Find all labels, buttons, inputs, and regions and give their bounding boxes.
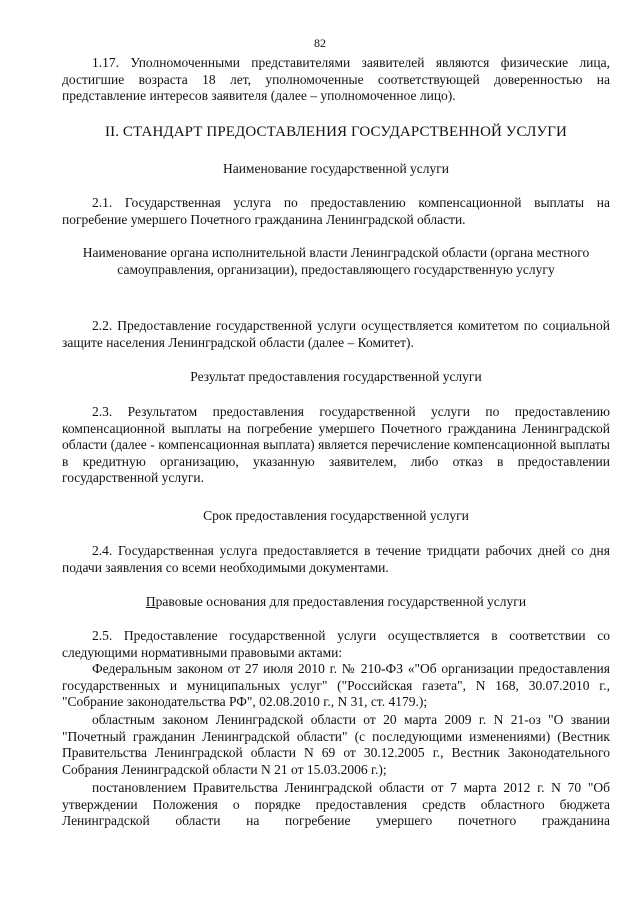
heading-service-name: Наименование государственной услуги	[222, 161, 450, 176]
paragraph-1-17: 1.17. Уполномоченными представителями заявителей являются физические лица, достигшие возраста 18 лет, уполномоченные соответствующей доверенностью на представление интересов заявителя (далее – уполномоченное лицо).	[62, 55, 610, 103]
law-federal-210: Федеральным законом от 27 июля 2010 г. № 210-ФЗ «"Об организации предоставления государственных и муниципальных услуг" ("Российская газета", N 168, 30.07.2010 г., "Собрание законодательства РФ", 02.08.2010 г., N 31, ст. 4179.);	[62, 661, 610, 709]
heading-result: Результат предоставления государственной услуги	[190, 369, 482, 384]
paragraph-2-5: 2.5. Предоставление государственной услуги осуществляется в соответствии со следующими нормативными правовыми актами:	[62, 628, 610, 660]
heading-legal-basis-rest: равовые основания для предоставления государственной услуги	[155, 594, 527, 609]
paragraph-2-4: 2.4. Государственная услуга предоставляется в течение тридцати рабочих дней со дня подачи заявления со всеми необходимыми документами.	[62, 543, 610, 575]
law-government-decree-70: постановлением Правительства Ленинградской области от 7 марта 2012 г. N 70 "Об утверждении Положения о порядке предоставления средств областного бюджета Ленинградской области на погребение умершего почетного гражданина	[62, 780, 610, 828]
heading-term: Срок предоставления государственной услуги	[203, 508, 469, 523]
heading-legal-basis-first-letter: П	[145, 594, 156, 609]
section-title: II. СТАНДАРТ ПРЕДОСТАВЛЕНИЯ ГОСУДАРСТВЕННОЙ УСЛУГИ	[105, 124, 567, 140]
heading-legal-basis	[62, 594, 610, 611]
page-number: 82	[314, 36, 326, 50]
heading-authority: Наименование органа исполнительной власти Ленинградской области (органа местного самоуправления, организации), предоставляющего государственную услугу	[82, 245, 590, 277]
paragraph-2-3: 2.3. Результатом предоставления государственной услуги по предоставлению компенсационной выплаты на погребение умершего Почетного гражданина Ленинградской области (далее - компенсационная выплата) является перечисление компенсационной выплаты в кредитную организацию, указанную заявителем, либо отказ в предоставлении государственной услуги.	[62, 404, 610, 485]
paragraph-2-1: 2.1. Государственная услуга по предоставлению компенсационной выплаты на погребение умершего Почетного гражданина Ленинградской области.	[62, 195, 610, 227]
paragraph-2-2: 2.2. Предоставление государственной услуги осуществляется комитетом по социальной защите населения Ленинградской области (далее – Комитет).	[62, 318, 610, 350]
law-regional-21-oz: областным законом Ленинградской области от 20 марта 2009 г. N 21-оз "О звании "Почетный гражданин Ленинградской области" (с последующими изменениями) (Вестник Правительства Ленинградской области N 69 от 30.12.2005 г., Вестник Законодательного Собрания Ленинградской области N 21 от 15.03.2006 г.);	[62, 712, 610, 777]
